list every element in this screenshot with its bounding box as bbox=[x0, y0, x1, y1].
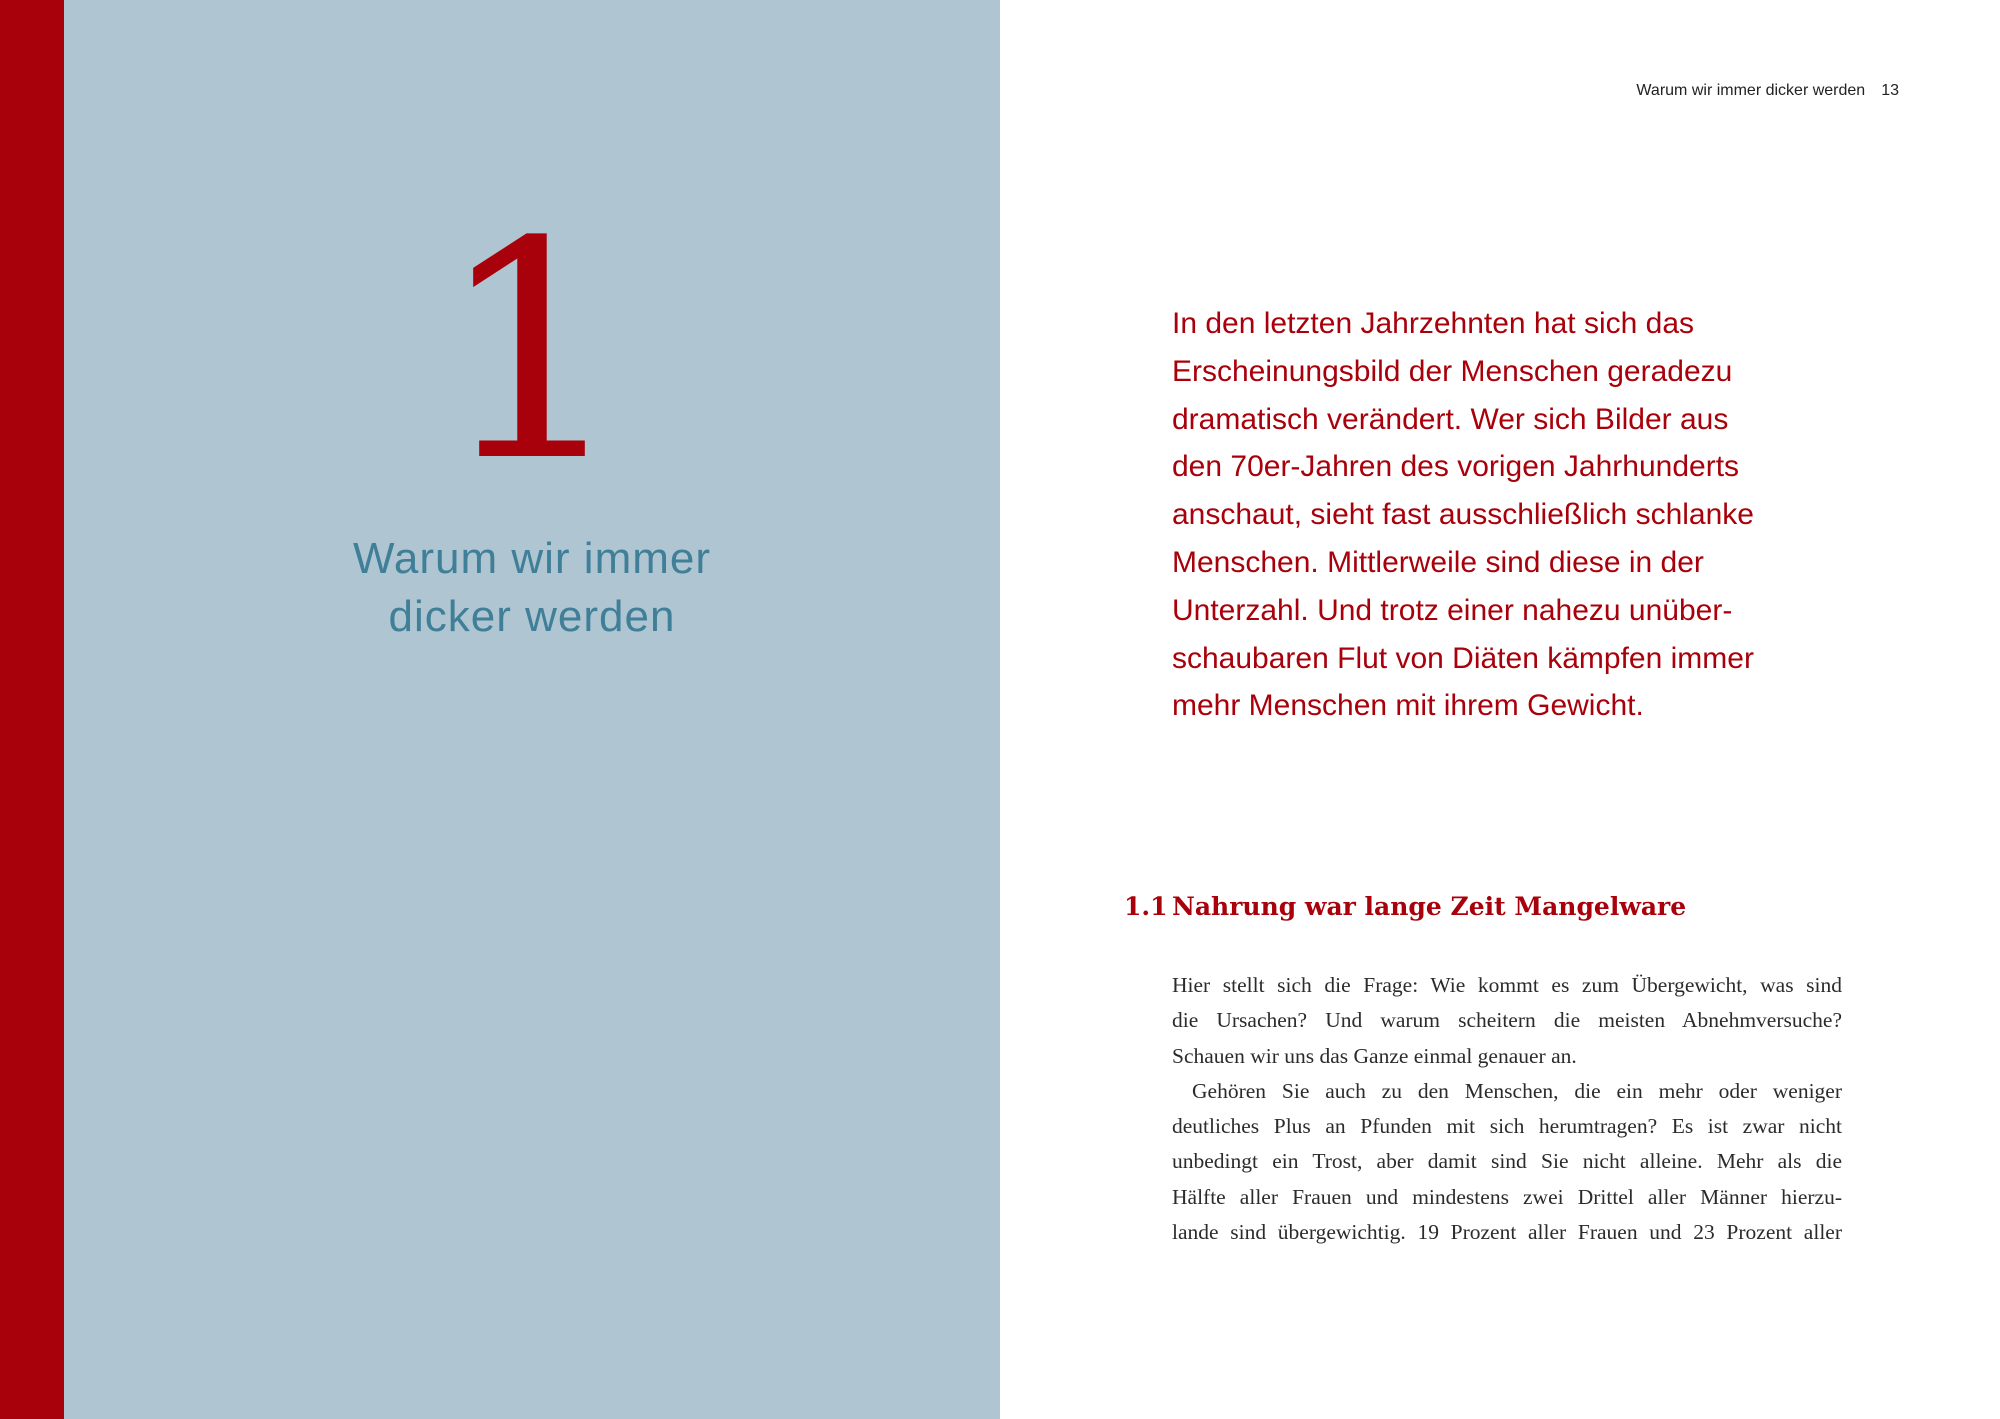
chapter-title bbox=[232, 530, 832, 646]
body-line: lande sind übergewichtig. 19 Prozent aller Frauen und 23 Prozent aller bbox=[1172, 1220, 1842, 1245]
intro-line: den 70er-Jahren des vorigen Jahrhunderts bbox=[1172, 450, 1740, 484]
body-line: Hier stellt sich die Frage: Wie kommt es zum Übergewicht, was sind bbox=[1172, 973, 1842, 997]
section-heading bbox=[1124, 892, 1686, 921]
red-edge-stripe bbox=[0, 0, 64, 1419]
chapter-title-line: dicker werden bbox=[388, 592, 676, 641]
chapter-intro bbox=[1172, 300, 1822, 730]
section-title: Nahrung war lange Zeit Mangelware bbox=[1172, 892, 1687, 921]
body-line: Gehören Sie auch zu den Menschen, die ein mehr oder weniger bbox=[1192, 1078, 1842, 1103]
page-number: 13 bbox=[1881, 82, 1899, 99]
intro-line: dramatisch verändert. Wer sich Bilder aus bbox=[1172, 402, 1729, 436]
intro-line: Menschen. Mittlerweile sind diese in der bbox=[1172, 545, 1704, 579]
intro-line: anschaut, sieht fast ausschließlich schlanke bbox=[1172, 498, 1754, 532]
intro-line: Erscheinungsbild der Menschen geradezu bbox=[1172, 354, 1733, 388]
chapter-title-line: Warum wir immer bbox=[353, 534, 711, 583]
intro-line: Unterzahl. Und trotz einer nahezu unüber- bbox=[1172, 593, 1733, 627]
right-page bbox=[1000, 0, 2000, 1419]
running-head bbox=[1636, 82, 1899, 100]
left-page bbox=[64, 0, 1000, 1419]
body-line: Hälfte aller Frauen und mindestens zwei Drittel aller Männer hierzu- bbox=[1172, 1184, 1842, 1209]
body-line: Schauen wir uns das Ganze einmal genauer an. bbox=[1172, 1043, 1577, 1068]
section-number: 1.1 bbox=[1124, 892, 1168, 921]
body-line: die Ursachen? Und warum scheitern die meisten Abnehmversuche? bbox=[1172, 1008, 1842, 1033]
body-line: deutliches Plus an Pfunden mit sich herumtragen? Es ist zwar nicht bbox=[1172, 1114, 1842, 1139]
chapter-number: 1 bbox=[436, 178, 628, 527]
running-head-title: Warum wir immer dicker werden bbox=[1636, 82, 1866, 99]
intro-line: schaubaren Flut von Diäten kämpfen immer bbox=[1172, 641, 1754, 675]
intro-line: mehr Menschen mit ihrem Gewicht. bbox=[1172, 689, 1644, 723]
intro-line: In den letzten Jahrzehnten hat sich das bbox=[1172, 307, 1695, 340]
body-text bbox=[1172, 968, 1842, 1250]
body-line: unbedingt ein Trost, aber damit sind Sie nicht alleine. Mehr als die bbox=[1172, 1149, 1842, 1174]
